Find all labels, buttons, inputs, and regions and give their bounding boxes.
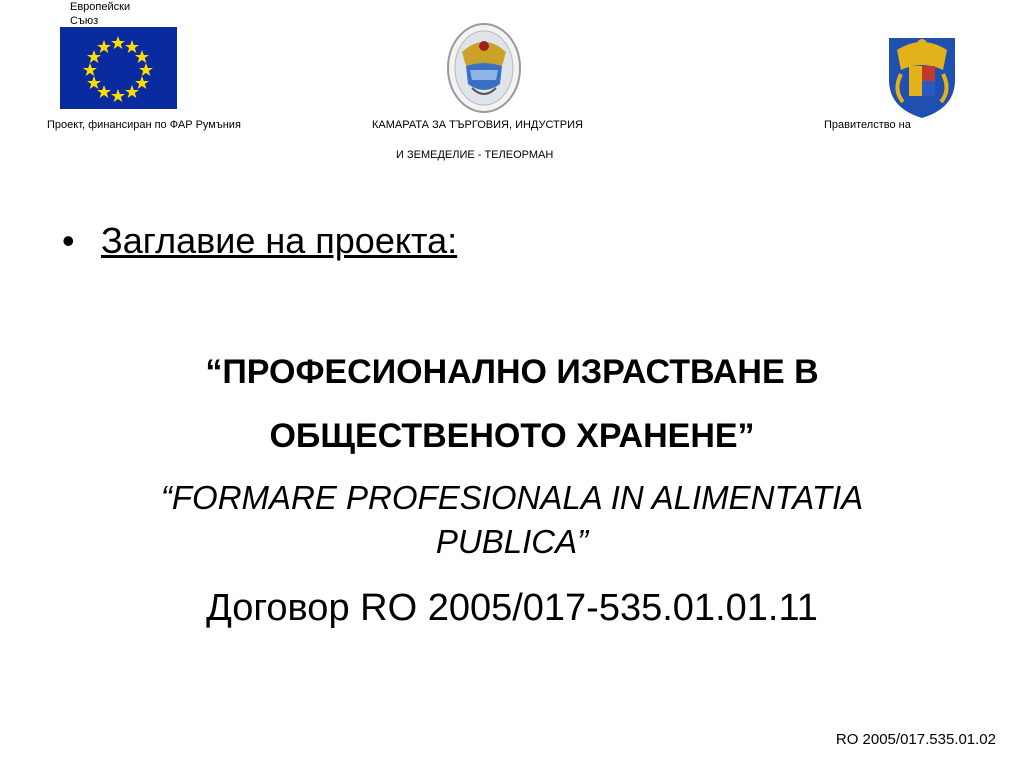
bullet-icon: • [62, 220, 75, 261]
project-title-heading: Заглавие на проекта: [101, 220, 458, 261]
romania-coat-of-arms-icon [883, 30, 961, 120]
chamber-caption-line1: КАМАРАТА ЗА ТЪРГОВИЯ, ИНДУСТРИЯ [372, 119, 583, 131]
eu-label: Европейски Съюз [70, 1, 131, 27]
footer-code: RO 2005/017.535.01.02 [835, 731, 996, 748]
funding-caption: Проект, финансиран по ФАР Румъния [47, 119, 241, 131]
contract-number: Договор RO 2005/017-535.01.01.11 [206, 587, 818, 629]
chamber-emblem-icon [446, 22, 522, 114]
chamber-caption-line2: И ЗЕМЕДЕЛИЕ - ТЕЛЕОРМАН [396, 149, 554, 161]
romanian-title-line1: “FORMARE PROFESIONALA IN ALIMENTATIA [160, 479, 864, 516]
government-caption: Правителство на [824, 119, 911, 131]
romanian-title-line2: PUBLICA” [435, 523, 589, 560]
project-title-line2: ОБЩЕСТВЕНОТО ХРАНЕНЕ” [269, 417, 755, 455]
eu-flag-icon [60, 27, 177, 109]
project-title-line1: “ПРОФЕСИОНАЛНО ИЗРАСТВАНЕ В [205, 353, 819, 391]
